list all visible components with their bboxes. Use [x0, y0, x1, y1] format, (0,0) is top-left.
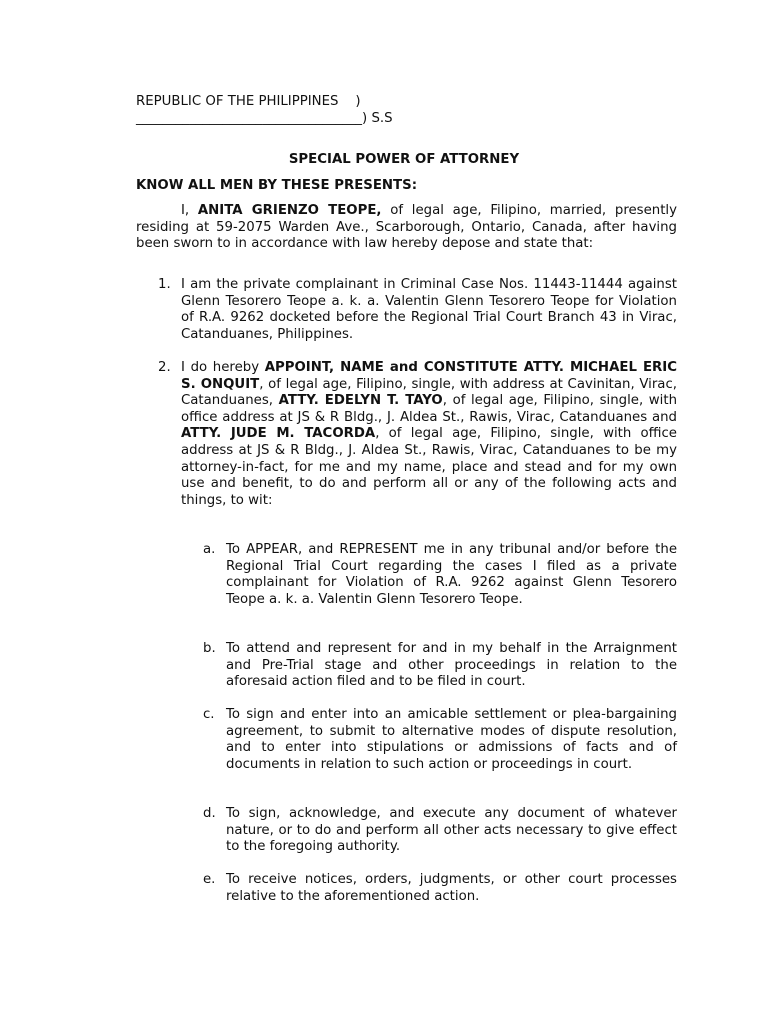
- item-2-text-3: , of legal age, Filipino, single, with office address at JS & R Bldg., J. Aldea St., Rawis, Virac, Catanduanes and: [181, 393, 677, 425]
- item-2-text-2: , of legal age, Filipino, single, with address at Cavinitan, Virac, Catanduanes,: [181, 376, 677, 409]
- item-2-text: [181, 360, 677, 509]
- venue-line-republic: REPUBLIC OF THE PHILIPPINES ): [136, 94, 361, 109]
- attorney-tacorda: ATTY. JUDE M. TACORDA: [181, 426, 376, 442]
- subitem-a-text: To APPEAR, and REPRESENT me in any tribunal and/or before the Regional Trial Court regarding the cases I filed as a private complainant for Violation of R.A. 9262 against Glenn Tesorero Teope a. k. a. Valentin Glenn Tesorero Teope.: [226, 542, 677, 607]
- attorney-appointment: APPOINT, NAME and CONSTITUTE ATTY. MICHAEL ERIC S. ONQUIT: [181, 360, 677, 392]
- item-1-number: 1.: [158, 277, 171, 292]
- subitem-d-text: To sign, acknowledge, and execute any document of whatever nature, or to do and perform all other acts necessary to give effect to the foregoing authority.: [226, 806, 677, 855]
- subitem-a-letter: a.: [203, 542, 216, 557]
- intro-text-rest: of legal age, Filipino, married, presently residing at 59-2075 Warden Ave., Scarborough, Ontario, Canada, after having been sworn to in accordance with law hereby depose and state that:: [136, 203, 677, 252]
- document-title: SPECIAL POWER OF ATTORNEY: [288, 152, 520, 167]
- item-1-text: I am the private complainant in Criminal Case Nos. 11443-11444 against Glenn Tesorero Teope a. k. a. Valentin Glenn Tesorero Teope for Violation of R.A. 9262 docketed before the Regional Trial Court Branch 43 in Virac, Catanduanes, Philippines.: [181, 277, 677, 342]
- intro-text-start: I,: [181, 203, 198, 218]
- subitem-c-letter: c.: [203, 707, 215, 722]
- subitem-b-letter: b.: [203, 641, 216, 656]
- principal-name: ANITA GRIENZO TEOPE,: [197, 203, 382, 218]
- subitem-e-letter: e.: [203, 872, 216, 887]
- item-2-number: 2.: [158, 360, 171, 375]
- know-all-heading: KNOW ALL MEN BY THESE PRESENTS:: [136, 178, 418, 193]
- subitem-c-text: To sign and enter into an amicable settlement or plea-bargaining agreement, to submit to alternative modes of dispute resolution, and to enter into stipulations or admissions of facts and of documents in relation to such action or proceedings in court.: [226, 707, 677, 772]
- subitem-d-letter: d.: [203, 806, 216, 821]
- attorney-tayo: ATTY. EDELYN T. TAYO: [278, 393, 443, 409]
- item-2-text-4: , of legal age, Filipino, single, with office address at JS & R Bldg., J. Aldea St., Rawis, Virac, Catanduanes to be my attorney-in-fact, for me and my name, place and stead and for my own use and benefit, to do and perform all or any of the following acts and things, to wit:: [181, 426, 677, 508]
- subitem-b-text: To attend and represent for and in my behalf in the Arraignment and Pre-Trial stage and other proceedings in relation to the aforesaid action filed and to be filed in court.: [226, 641, 677, 690]
- venue-line-ss: __________________________________) S.S: [136, 111, 393, 126]
- item-2-text-1: I do hereby: [181, 360, 265, 375]
- intro-paragraph: [136, 203, 677, 253]
- subitem-e-text: To receive notices, orders, judgments, or other court processes relative to the aforementioned action.: [226, 872, 677, 904]
